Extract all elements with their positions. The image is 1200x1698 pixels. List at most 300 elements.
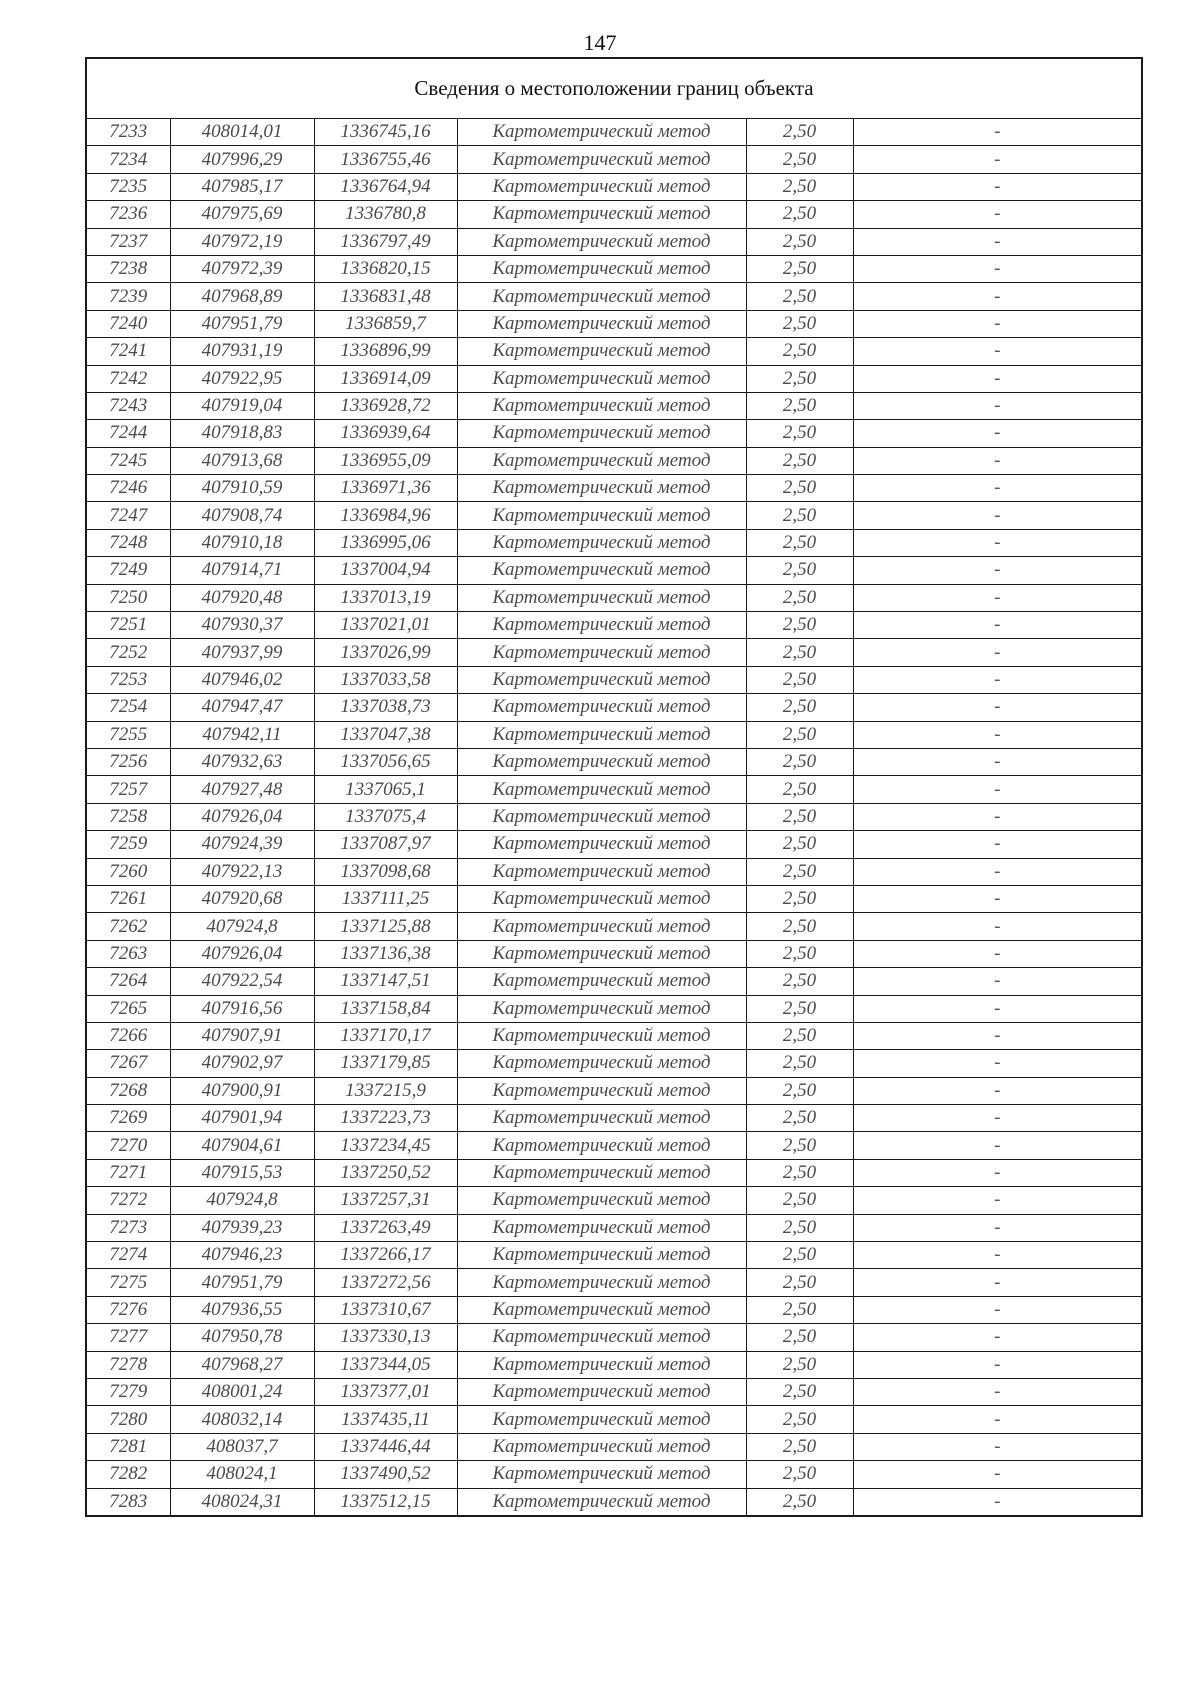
y-coordinate-cell: 1337446,44 <box>314 1433 457 1460</box>
x-coordinate-cell: 407931,19 <box>170 338 314 365</box>
description-cell: - <box>853 557 1142 584</box>
table-row <box>86 1050 1142 1077</box>
point-number-cell: 7240 <box>86 310 170 337</box>
method-cell: Картометрический метод <box>457 858 746 885</box>
point-number-cell: 7266 <box>86 1022 170 1049</box>
point-number-cell: 7249 <box>86 557 170 584</box>
method-cell: Картометрический метод <box>457 913 746 940</box>
accuracy-cell: 2,50 <box>746 1378 853 1405</box>
table-row <box>86 831 1142 858</box>
x-coordinate-cell: 407972,39 <box>170 255 314 282</box>
accuracy-cell: 2,50 <box>746 1488 853 1516</box>
method-cell: Картометрический метод <box>457 995 746 1022</box>
point-number-cell: 7282 <box>86 1461 170 1488</box>
x-coordinate-cell: 407907,91 <box>170 1022 314 1049</box>
x-coordinate-cell: 407916,56 <box>170 995 314 1022</box>
x-coordinate-cell: 407924,8 <box>170 913 314 940</box>
accuracy-cell: 2,50 <box>746 1351 853 1378</box>
x-coordinate-cell: 407926,04 <box>170 940 314 967</box>
method-cell: Картометрический метод <box>457 612 746 639</box>
y-coordinate-cell: 1336755,46 <box>314 146 457 173</box>
method-cell: Картометрический метод <box>457 365 746 392</box>
method-cell: Картометрический метод <box>457 1077 746 1104</box>
y-coordinate-cell: 1337179,85 <box>314 1050 457 1077</box>
description-cell: - <box>853 776 1142 803</box>
method-cell: Картометрический метод <box>457 831 746 858</box>
accuracy-cell: 2,50 <box>746 502 853 529</box>
accuracy-cell: 2,50 <box>746 748 853 775</box>
y-coordinate-cell: 1337147,51 <box>314 968 457 995</box>
accuracy-cell: 2,50 <box>746 420 853 447</box>
x-coordinate-cell: 407942,11 <box>170 721 314 748</box>
method-cell: Картометрический метод <box>457 721 746 748</box>
point-number-cell: 7279 <box>86 1378 170 1405</box>
method-cell: Картометрический метод <box>457 666 746 693</box>
table-row <box>86 310 1142 337</box>
description-cell: - <box>853 283 1142 310</box>
point-number-cell: 7276 <box>86 1296 170 1323</box>
description-cell: - <box>853 831 1142 858</box>
point-number-cell: 7280 <box>86 1406 170 1433</box>
y-coordinate-cell: 1337026,99 <box>314 639 457 666</box>
method-cell: Картометрический метод <box>457 119 746 146</box>
description-cell: - <box>853 1378 1142 1405</box>
x-coordinate-cell: 407922,95 <box>170 365 314 392</box>
point-number-cell: 7272 <box>86 1187 170 1214</box>
x-coordinate-cell: 407927,48 <box>170 776 314 803</box>
accuracy-cell: 2,50 <box>746 1077 853 1104</box>
method-cell: Картометрический метод <box>457 694 746 721</box>
y-coordinate-cell: 1337056,65 <box>314 748 457 775</box>
accuracy-cell: 2,50 <box>746 666 853 693</box>
point-number-cell: 7239 <box>86 283 170 310</box>
x-coordinate-cell: 407968,27 <box>170 1351 314 1378</box>
x-coordinate-cell: 408024,1 <box>170 1461 314 1488</box>
y-coordinate-cell: 1336831,48 <box>314 283 457 310</box>
method-cell: Картометрический метод <box>457 776 746 803</box>
method-cell: Картометрический метод <box>457 420 746 447</box>
description-cell: - <box>853 475 1142 502</box>
table-body <box>86 119 1142 1516</box>
method-cell: Картометрический метод <box>457 338 746 365</box>
point-number-cell: 7242 <box>86 365 170 392</box>
x-coordinate-cell: 407930,37 <box>170 612 314 639</box>
y-coordinate-cell: 1337234,45 <box>314 1132 457 1159</box>
accuracy-cell: 2,50 <box>746 995 853 1022</box>
point-number-cell: 7263 <box>86 940 170 967</box>
y-coordinate-cell: 1337257,31 <box>314 1187 457 1214</box>
y-coordinate-cell: 1336955,09 <box>314 447 457 474</box>
x-coordinate-cell: 407975,69 <box>170 201 314 228</box>
accuracy-cell: 2,50 <box>746 940 853 967</box>
method-cell: Картометрический метод <box>457 803 746 830</box>
description-cell: - <box>853 1132 1142 1159</box>
y-coordinate-cell: 1337038,73 <box>314 694 457 721</box>
table-row <box>86 1324 1142 1351</box>
point-number-cell: 7274 <box>86 1242 170 1269</box>
description-cell: - <box>853 1433 1142 1460</box>
accuracy-cell: 2,50 <box>746 1242 853 1269</box>
point-number-cell: 7236 <box>86 201 170 228</box>
accuracy-cell: 2,50 <box>746 831 853 858</box>
table-row <box>86 995 1142 1022</box>
description-cell: - <box>853 1351 1142 1378</box>
table-row <box>86 201 1142 228</box>
description-cell: - <box>853 255 1142 282</box>
table-row <box>86 1433 1142 1460</box>
description-cell: - <box>853 639 1142 666</box>
y-coordinate-cell: 1337223,73 <box>314 1105 457 1132</box>
point-number-cell: 7246 <box>86 475 170 502</box>
description-cell: - <box>853 1105 1142 1132</box>
point-number-cell: 7267 <box>86 1050 170 1077</box>
method-cell: Картометрический метод <box>457 1187 746 1214</box>
point-number-cell: 7262 <box>86 913 170 940</box>
description-cell: - <box>853 365 1142 392</box>
description-cell: - <box>853 119 1142 146</box>
y-coordinate-cell: 1337158,84 <box>314 995 457 1022</box>
table-row <box>86 420 1142 447</box>
method-cell: Картометрический метод <box>457 310 746 337</box>
description-cell: - <box>853 447 1142 474</box>
table-row <box>86 392 1142 419</box>
table-row <box>86 666 1142 693</box>
point-number-cell: 7234 <box>86 146 170 173</box>
point-number-cell: 7283 <box>86 1488 170 1516</box>
point-number-cell: 7268 <box>86 1077 170 1104</box>
x-coordinate-cell: 408032,14 <box>170 1406 314 1433</box>
accuracy-cell: 2,50 <box>746 529 853 556</box>
accuracy-cell: 2,50 <box>746 365 853 392</box>
accuracy-cell: 2,50 <box>746 173 853 200</box>
method-cell: Картометрический метод <box>457 885 746 912</box>
method-cell: Картометрический метод <box>457 475 746 502</box>
method-cell: Картометрический метод <box>457 255 746 282</box>
method-cell: Картометрический метод <box>457 1022 746 1049</box>
table-row <box>86 1378 1142 1405</box>
description-cell: - <box>853 666 1142 693</box>
table-row <box>86 803 1142 830</box>
point-number-cell: 7275 <box>86 1269 170 1296</box>
description-cell: - <box>853 502 1142 529</box>
point-number-cell: 7248 <box>86 529 170 556</box>
table-row <box>86 1406 1142 1433</box>
accuracy-cell: 2,50 <box>746 228 853 255</box>
description-cell: - <box>853 338 1142 365</box>
description-cell: - <box>853 228 1142 255</box>
accuracy-cell: 2,50 <box>746 803 853 830</box>
description-cell: - <box>853 995 1142 1022</box>
x-coordinate-cell: 407910,18 <box>170 529 314 556</box>
table-row <box>86 119 1142 146</box>
x-coordinate-cell: 407985,17 <box>170 173 314 200</box>
description-cell: - <box>853 201 1142 228</box>
x-coordinate-cell: 407947,47 <box>170 694 314 721</box>
method-cell: Картометрический метод <box>457 1242 746 1269</box>
y-coordinate-cell: 1337004,94 <box>314 557 457 584</box>
method-cell: Картометрический метод <box>457 1351 746 1378</box>
point-number-cell: 7277 <box>86 1324 170 1351</box>
method-cell: Картометрический метод <box>457 1269 746 1296</box>
table-row <box>86 1187 1142 1214</box>
y-coordinate-cell: 1337087,97 <box>314 831 457 858</box>
accuracy-cell: 2,50 <box>746 1296 853 1323</box>
table-header-row <box>86 58 1142 119</box>
accuracy-cell: 2,50 <box>746 1433 853 1460</box>
y-coordinate-cell: 1336797,49 <box>314 228 457 255</box>
y-coordinate-cell: 1337136,38 <box>314 940 457 967</box>
x-coordinate-cell: 407950,78 <box>170 1324 314 1351</box>
accuracy-cell: 2,50 <box>746 721 853 748</box>
table-row <box>86 557 1142 584</box>
y-coordinate-cell: 1337490,52 <box>314 1461 457 1488</box>
x-coordinate-cell: 407913,68 <box>170 447 314 474</box>
x-coordinate-cell: 407924,8 <box>170 1187 314 1214</box>
point-number-cell: 7254 <box>86 694 170 721</box>
method-cell: Картометрический метод <box>457 502 746 529</box>
method-cell: Картометрический метод <box>457 1324 746 1351</box>
x-coordinate-cell: 407900,91 <box>170 1077 314 1104</box>
x-coordinate-cell: 407918,83 <box>170 420 314 447</box>
accuracy-cell: 2,50 <box>746 858 853 885</box>
y-coordinate-cell: 1336764,94 <box>314 173 457 200</box>
point-number-cell: 7247 <box>86 502 170 529</box>
accuracy-cell: 2,50 <box>746 1022 853 1049</box>
description-cell: - <box>853 721 1142 748</box>
x-coordinate-cell: 407920,48 <box>170 584 314 611</box>
table-row <box>86 776 1142 803</box>
method-cell: Картометрический метод <box>457 1050 746 1077</box>
x-coordinate-cell: 407937,99 <box>170 639 314 666</box>
table-row <box>86 475 1142 502</box>
table-row <box>86 1214 1142 1241</box>
method-cell: Картометрический метод <box>457 392 746 419</box>
accuracy-cell: 2,50 <box>746 968 853 995</box>
point-number-cell: 7261 <box>86 885 170 912</box>
x-coordinate-cell: 407919,04 <box>170 392 314 419</box>
table-row <box>86 1269 1142 1296</box>
table-row <box>86 1022 1142 1049</box>
table-row <box>86 447 1142 474</box>
method-cell: Картометрический метод <box>457 1159 746 1186</box>
table-row <box>86 146 1142 173</box>
accuracy-cell: 2,50 <box>746 584 853 611</box>
x-coordinate-cell: 408037,7 <box>170 1433 314 1460</box>
point-number-cell: 7258 <box>86 803 170 830</box>
table-row <box>86 1077 1142 1104</box>
table-row <box>86 338 1142 365</box>
method-cell: Картометрический метод <box>457 173 746 200</box>
accuracy-cell: 2,50 <box>746 1324 853 1351</box>
point-number-cell: 7238 <box>86 255 170 282</box>
x-coordinate-cell: 407920,68 <box>170 885 314 912</box>
method-cell: Картометрический метод <box>457 1406 746 1433</box>
y-coordinate-cell: 1337272,56 <box>314 1269 457 1296</box>
description-cell: - <box>853 420 1142 447</box>
method-cell: Картометрический метод <box>457 146 746 173</box>
x-coordinate-cell: 407904,61 <box>170 1132 314 1159</box>
description-cell: - <box>853 803 1142 830</box>
point-number-cell: 7281 <box>86 1433 170 1460</box>
table-row <box>86 255 1142 282</box>
x-coordinate-cell: 408001,24 <box>170 1378 314 1405</box>
y-coordinate-cell: 1337033,58 <box>314 666 457 693</box>
accuracy-cell: 2,50 <box>746 255 853 282</box>
accuracy-cell: 2,50 <box>746 1461 853 1488</box>
description-cell: - <box>853 529 1142 556</box>
accuracy-cell: 2,50 <box>746 776 853 803</box>
y-coordinate-cell: 1337111,25 <box>314 885 457 912</box>
method-cell: Картометрический метод <box>457 228 746 255</box>
accuracy-cell: 2,50 <box>746 310 853 337</box>
y-coordinate-cell: 1337512,15 <box>314 1488 457 1516</box>
table-row <box>86 885 1142 912</box>
x-coordinate-cell: 407932,63 <box>170 748 314 775</box>
x-coordinate-cell: 407951,79 <box>170 310 314 337</box>
y-coordinate-cell: 1337098,68 <box>314 858 457 885</box>
y-coordinate-cell: 1337013,19 <box>314 584 457 611</box>
x-coordinate-cell: 407922,13 <box>170 858 314 885</box>
boundary-coordinates-table <box>85 57 1143 1517</box>
method-cell: Картометрический метод <box>457 1433 746 1460</box>
description-cell: - <box>853 940 1142 967</box>
point-number-cell: 7264 <box>86 968 170 995</box>
description-cell: - <box>853 1050 1142 1077</box>
y-coordinate-cell: 1336859,7 <box>314 310 457 337</box>
description-cell: - <box>853 913 1142 940</box>
point-number-cell: 7251 <box>86 612 170 639</box>
method-cell: Картометрический метод <box>457 1461 746 1488</box>
y-coordinate-cell: 1337250,52 <box>314 1159 457 1186</box>
accuracy-cell: 2,50 <box>746 612 853 639</box>
y-coordinate-cell: 1337263,49 <box>314 1214 457 1241</box>
table-row <box>86 1132 1142 1159</box>
description-cell: - <box>853 1324 1142 1351</box>
y-coordinate-cell: 1337215,9 <box>314 1077 457 1104</box>
table-title: Сведения о местоположении границ объекта <box>86 58 1142 119</box>
description-cell: - <box>853 1187 1142 1214</box>
table-row <box>86 721 1142 748</box>
point-number-cell: 7257 <box>86 776 170 803</box>
x-coordinate-cell: 407914,71 <box>170 557 314 584</box>
page-number: 147 <box>583 30 617 55</box>
point-number-cell: 7245 <box>86 447 170 474</box>
method-cell: Картометрический метод <box>457 968 746 995</box>
method-cell: Картометрический метод <box>457 1214 746 1241</box>
table-row <box>86 1105 1142 1132</box>
description-cell: - <box>853 392 1142 419</box>
table-row <box>86 1159 1142 1186</box>
y-coordinate-cell: 1337021,01 <box>314 612 457 639</box>
accuracy-cell: 2,50 <box>746 1132 853 1159</box>
description-cell: - <box>853 1406 1142 1433</box>
accuracy-cell: 2,50 <box>746 475 853 502</box>
table-row <box>86 1242 1142 1269</box>
point-number-cell: 7235 <box>86 173 170 200</box>
y-coordinate-cell: 1336939,64 <box>314 420 457 447</box>
y-coordinate-cell: 1336914,09 <box>314 365 457 392</box>
y-coordinate-cell: 1337125,88 <box>314 913 457 940</box>
point-number-cell: 7265 <box>86 995 170 1022</box>
point-number-cell: 7244 <box>86 420 170 447</box>
point-number-cell: 7269 <box>86 1105 170 1132</box>
description-cell: - <box>853 1461 1142 1488</box>
point-number-cell: 7250 <box>86 584 170 611</box>
description-cell: - <box>853 885 1142 912</box>
accuracy-cell: 2,50 <box>746 1159 853 1186</box>
x-coordinate-cell: 407922,54 <box>170 968 314 995</box>
method-cell: Картометрический метод <box>457 283 746 310</box>
accuracy-cell: 2,50 <box>746 1187 853 1214</box>
description-cell: - <box>853 1296 1142 1323</box>
table-row <box>86 1296 1142 1323</box>
x-coordinate-cell: 407915,53 <box>170 1159 314 1186</box>
description-cell: - <box>853 1488 1142 1516</box>
method-cell: Картометрический метод <box>457 447 746 474</box>
y-coordinate-cell: 1336984,96 <box>314 502 457 529</box>
table-row <box>86 365 1142 392</box>
x-coordinate-cell: 407946,02 <box>170 666 314 693</box>
x-coordinate-cell: 407901,94 <box>170 1105 314 1132</box>
x-coordinate-cell: 407939,23 <box>170 1214 314 1241</box>
point-number-cell: 7273 <box>86 1214 170 1241</box>
point-number-cell: 7260 <box>86 858 170 885</box>
x-coordinate-cell: 407972,19 <box>170 228 314 255</box>
point-number-cell: 7243 <box>86 392 170 419</box>
point-number-cell: 7253 <box>86 666 170 693</box>
x-coordinate-cell: 407996,29 <box>170 146 314 173</box>
description-cell: - <box>853 612 1142 639</box>
accuracy-cell: 2,50 <box>746 392 853 419</box>
method-cell: Картометрический метод <box>457 1296 746 1323</box>
accuracy-cell: 2,50 <box>746 885 853 912</box>
accuracy-cell: 2,50 <box>746 201 853 228</box>
y-coordinate-cell: 1337310,67 <box>314 1296 457 1323</box>
x-coordinate-cell: 407926,04 <box>170 803 314 830</box>
point-number-cell: 7271 <box>86 1159 170 1186</box>
point-number-cell: 7237 <box>86 228 170 255</box>
y-coordinate-cell: 1337435,11 <box>314 1406 457 1433</box>
table-row <box>86 584 1142 611</box>
description-cell: - <box>853 694 1142 721</box>
y-coordinate-cell: 1337377,01 <box>314 1378 457 1405</box>
point-number-cell: 7252 <box>86 639 170 666</box>
accuracy-cell: 2,50 <box>746 557 853 584</box>
x-coordinate-cell: 407951,79 <box>170 1269 314 1296</box>
y-coordinate-cell: 1337330,13 <box>314 1324 457 1351</box>
table-row <box>86 913 1142 940</box>
table-row <box>86 694 1142 721</box>
description-cell: - <box>853 146 1142 173</box>
description-cell: - <box>853 1214 1142 1241</box>
y-coordinate-cell: 1336995,06 <box>314 529 457 556</box>
y-coordinate-cell: 1337065,1 <box>314 776 457 803</box>
point-number-cell: 7233 <box>86 119 170 146</box>
table-row <box>86 228 1142 255</box>
x-coordinate-cell: 407946,23 <box>170 1242 314 1269</box>
point-number-cell: 7256 <box>86 748 170 775</box>
point-number-cell: 7270 <box>86 1132 170 1159</box>
point-number-cell: 7259 <box>86 831 170 858</box>
table-row <box>86 173 1142 200</box>
table-row <box>86 858 1142 885</box>
y-coordinate-cell: 1336896,99 <box>314 338 457 365</box>
method-cell: Картометрический метод <box>457 557 746 584</box>
accuracy-cell: 2,50 <box>746 694 853 721</box>
method-cell: Картометрический метод <box>457 1132 746 1159</box>
table-row <box>86 1488 1142 1516</box>
table-row <box>86 612 1142 639</box>
